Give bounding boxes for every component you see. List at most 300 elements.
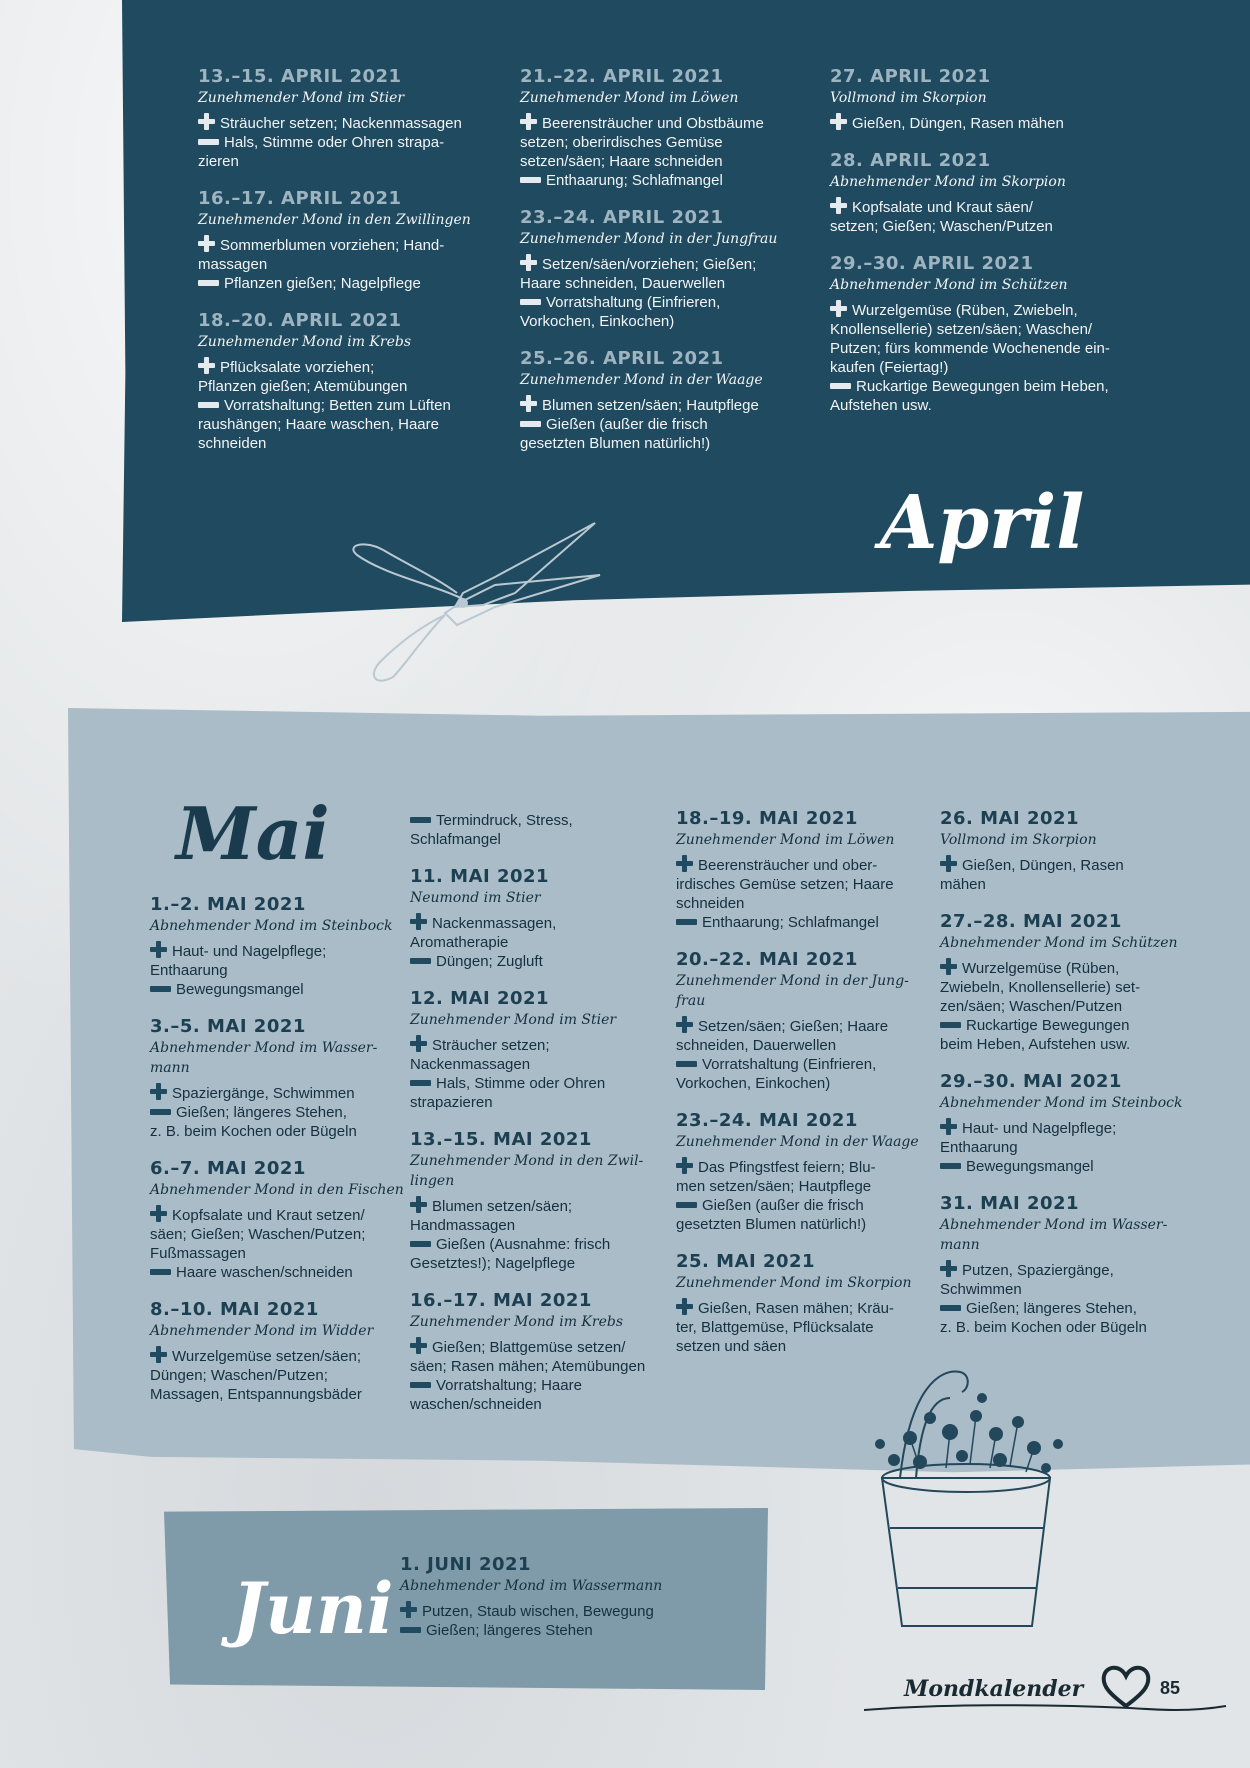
favorable-line [150, 941, 410, 960]
favorable-line [940, 855, 1200, 874]
entry-date: 27. APRIL 2021 [830, 66, 991, 87]
favorable-text: irdisches Gemüse setzen; Haare [676, 876, 894, 893]
unfavorable-line [400, 1622, 760, 1639]
calendar-entry [198, 66, 498, 170]
unfavorable-line [520, 416, 820, 433]
moon-phase: Abnehmender Mond im Widder [150, 1323, 374, 1339]
calendar-entry [150, 894, 410, 998]
plus-icon [940, 1118, 957, 1135]
entry-date: 13.–15. MAI 2021 [410, 1129, 592, 1150]
plus-icon [150, 941, 167, 958]
favorable-text: Knollensellerie) setzen/säen; Waschen/ [830, 321, 1093, 338]
favorable-line [410, 934, 670, 951]
favorable-line [150, 1386, 410, 1403]
moon-phase: Zunehmender Mond im Skorpion [676, 1275, 912, 1291]
favorable-line [676, 855, 936, 874]
favorable-text: Beerensträucher und ober- [698, 857, 878, 874]
entry-date: 16.–17. APRIL 2021 [198, 188, 402, 209]
unfavorable-text: Vorratshaltung (Einfrieren, [702, 1056, 877, 1073]
favorable-text: säen; Rasen mähen; Atemübungen [410, 1358, 646, 1375]
favorable-line [410, 1035, 670, 1054]
favorable-text: Gießen, Düngen, Rasen mähen [852, 115, 1064, 132]
unfavorable-text: Bewegungsmangel [966, 1158, 1094, 1175]
entry-date: 29.–30. MAI 2021 [940, 1071, 1122, 1092]
favorable-text: zen/säen; Waschen/Putzen [940, 998, 1123, 1015]
unfavorable-text: Hals, Stimme oder Ohren strapa- [224, 134, 445, 151]
unfavorable-line [410, 831, 670, 848]
calendar-entry [410, 1129, 670, 1272]
favorable-text: Kopfsalate und Kraut säen/ [852, 199, 1033, 216]
plus-icon [520, 254, 537, 271]
unfavorable-line [410, 1377, 670, 1394]
favorable-line [676, 1157, 936, 1176]
favorable-text: Haut- und Nagelpflege; [172, 943, 327, 960]
favorable-line [676, 1178, 936, 1195]
favorable-line [830, 113, 1150, 132]
moon-phase: Zunehmender Mond im Stier [410, 1012, 617, 1028]
april-title: April [880, 480, 1085, 566]
calendar-entry [520, 66, 820, 189]
favorable-text: Putzen; fürs kommende Wochenende ein- [830, 340, 1110, 357]
minus-icon [410, 1241, 431, 1247]
moon-phase: Zunehmender Mond in der Waage [676, 1134, 919, 1150]
entry-date: 16.–17. MAI 2021 [410, 1290, 592, 1311]
favorable-line [410, 1056, 670, 1073]
favorable-line [676, 1016, 936, 1035]
entry-date: 12. MAI 2021 [410, 988, 550, 1009]
favorable-line [520, 113, 820, 132]
unfavorable-line [676, 1216, 936, 1233]
favorable-text: Fußmassagen [150, 1245, 246, 1262]
unfavorable-text: Gießen (außer die frisch [546, 416, 708, 433]
calendar-entry [830, 66, 1150, 132]
entry-date: 25. MAI 2021 [676, 1251, 816, 1272]
moon-phase: Abnehmender Mond im Wasser- [940, 1217, 1168, 1233]
heart-icon [1100, 1662, 1152, 1712]
favorable-text: Wurzelgemüse (Rüben, Zwiebeln, [852, 302, 1078, 319]
unfavorable-text: Gießen (Ausnahme: frisch [436, 1236, 611, 1253]
favorable-line [520, 275, 820, 292]
favorable-text: Düngen; Waschen/Putzen; [150, 1367, 328, 1384]
unfavorable-text: Vorkochen, Einkochen) [520, 313, 675, 330]
unfavorable-line [410, 1236, 670, 1253]
page-footer [860, 1660, 1230, 1720]
favorable-text: Gießen, Rasen mähen; Kräu- [698, 1300, 894, 1317]
unfavorable-text: Ruckartige Bewegungen [966, 1017, 1130, 1034]
plus-icon [676, 1298, 693, 1315]
unfavorable-line [410, 1094, 670, 1111]
entry-date: 28. APRIL 2021 [830, 150, 991, 171]
minus-icon [830, 383, 851, 389]
unfavorable-line [410, 1396, 670, 1413]
unfavorable-line [198, 435, 498, 452]
favorable-text: Sträucher setzen; Nackenmassagen [220, 115, 462, 132]
calendar-entry [676, 1251, 936, 1355]
unfavorable-line [410, 953, 670, 970]
favorable-line [830, 340, 1150, 357]
entry-date: 23.–24. MAI 2021 [676, 1110, 858, 1131]
unfavorable-line [940, 1017, 1200, 1034]
moon-phase: Abnehmender Mond in den Fischen [150, 1182, 404, 1198]
april-column-2 [520, 66, 820, 470]
favorable-text: kaufen (Feiertag!) [830, 359, 949, 376]
unfavorable-line [198, 134, 498, 151]
favorable-line [150, 1205, 410, 1224]
favorable-text: Wurzelgemüse setzen/säen; [172, 1348, 361, 1365]
unfavorable-text: Gießen; längeres Stehen, [966, 1300, 1137, 1317]
favorable-line [940, 998, 1200, 1015]
juni-title: Juni [232, 1567, 394, 1650]
calendar-entry [410, 866, 670, 970]
unfavorable-line [830, 397, 1150, 414]
favorable-line [410, 1337, 670, 1356]
favorable-text: Enthaarung [940, 1139, 1018, 1156]
calendar-entry [676, 949, 936, 1092]
minus-icon [150, 1109, 171, 1115]
unfavorable-line [520, 435, 820, 452]
minus-icon [520, 177, 541, 183]
favorable-line [830, 218, 1150, 235]
moon-phase: Abnehmender Mond im Steinbock [940, 1095, 1183, 1111]
entry-date: 29.–30. APRIL 2021 [830, 253, 1034, 274]
moon-phase: Zunehmender Mond im Löwen [676, 832, 895, 848]
minus-icon [940, 1022, 961, 1028]
plus-icon [940, 855, 957, 872]
favorable-line [676, 1298, 936, 1317]
favorable-text: setzen; Gießen; Waschen/Putzen [830, 218, 1053, 235]
unfavorable-text: Ruckartige Bewegungen beim Heben, [856, 378, 1109, 395]
favorable-line [198, 357, 498, 376]
minus-icon [150, 986, 171, 992]
favorable-text: Kopfsalate und Kraut setzen/ [172, 1207, 365, 1224]
minus-icon [520, 421, 541, 427]
moon-phase: Abnehmender Mond im Wasser- [150, 1040, 378, 1056]
unfavorable-line [520, 172, 820, 189]
unfavorable-text: Termindruck, Stress, [436, 812, 573, 829]
minus-icon [198, 280, 219, 286]
plus-icon [198, 113, 215, 130]
favorable-line [150, 1245, 410, 1262]
plus-icon [676, 1016, 693, 1033]
favorable-line [520, 395, 820, 414]
plus-icon [676, 1157, 693, 1174]
favorable-text: Beerensträucher und Obstbäume [542, 115, 764, 132]
moon-phase-continued: frau [676, 993, 706, 1009]
unfavorable-text: Hals, Stimme oder Ohren [436, 1075, 606, 1092]
unfavorable-line [676, 1197, 936, 1214]
minus-icon [410, 1080, 431, 1086]
favorable-text: Sommerblumen vorziehen; Hand- [220, 237, 445, 254]
unfavorable-line [198, 275, 498, 292]
unfavorable-text: z. B. beim Kochen oder Bügeln [150, 1123, 357, 1140]
calendar-entry [150, 1158, 410, 1281]
entry-date: 11. MAI 2021 [410, 866, 550, 887]
entry-date: 25.–26. APRIL 2021 [520, 348, 724, 369]
unfavorable-text: Düngen; Zugluft [436, 953, 543, 970]
plus-icon [940, 958, 957, 975]
favorable-text: mähen [940, 876, 986, 893]
unfavorable-line [940, 1300, 1200, 1317]
favorable-text: Setzen/säen; Gießen; Haare [698, 1018, 889, 1035]
unfavorable-text: raushängen; Haare waschen, Haare [198, 416, 439, 433]
moon-phase-continued: lingen [410, 1173, 455, 1189]
favorable-line [940, 958, 1200, 977]
unfavorable-line [830, 378, 1150, 395]
favorable-text: Wurzelgemüse (Rüben, [962, 960, 1120, 977]
favorable-line [940, 1281, 1200, 1298]
favorable-text: men setzen/säen; Hautpflege [676, 1178, 872, 1195]
favorable-line [198, 378, 498, 395]
unfavorable-text: strapazieren [410, 1094, 493, 1111]
favorable-text: Zwiebeln, Knollensellerie) set- [940, 979, 1141, 996]
favorable-line [676, 1338, 936, 1355]
moon-phase: Zunehmender Mond in den Zwil- [410, 1153, 644, 1169]
favorable-line [830, 197, 1150, 216]
moon-phase: Zunehmender Mond in der Jung- [676, 973, 909, 989]
mai-column-1 [150, 894, 410, 1421]
favorable-line [940, 1260, 1200, 1279]
favorable-line [150, 1083, 410, 1102]
entry-date: 18.–19. MAI 2021 [676, 808, 858, 829]
unfavorable-line [410, 812, 670, 829]
favorable-text: Putzen, Spaziergänge, [962, 1262, 1114, 1279]
entry-date: 26. MAI 2021 [940, 808, 1080, 829]
calendar-entry [830, 150, 1150, 235]
plus-icon [410, 913, 427, 930]
calendar-entry [940, 808, 1200, 893]
unfavorable-line [198, 397, 498, 414]
calendar-entry [410, 1290, 670, 1413]
mai-column-4 [940, 808, 1200, 1354]
minus-icon [410, 958, 431, 964]
favorable-text: Setzen/säen/vorziehen; Gießen; [542, 256, 757, 273]
moon-phase: Zunehmender Mond in der Jungfrau [520, 231, 778, 247]
plus-icon [830, 113, 847, 130]
mai-column-2 [410, 812, 670, 1431]
unfavorable-text: Gesetztes!); Nagelpflege [410, 1255, 576, 1272]
calendar-entry [940, 1071, 1200, 1175]
unfavorable-text: beim Heben, Aufstehen usw. [940, 1036, 1131, 1053]
moon-phase: Vollmond im Skorpion [940, 832, 1097, 848]
plus-icon [150, 1083, 167, 1100]
unfavorable-line [150, 981, 410, 998]
minus-icon [676, 1202, 697, 1208]
minus-icon [940, 1305, 961, 1311]
entry-date: 18.–20. APRIL 2021 [198, 310, 402, 331]
unfavorable-text: Gießen; längeres Stehen [426, 1622, 593, 1639]
minus-icon [198, 139, 219, 145]
unfavorable-line [676, 1075, 936, 1092]
moon-phase: Zunehmender Mond in den Zwillingen [198, 212, 471, 228]
favorable-text: ter, Blattgemüse, Pflücksalate [676, 1319, 874, 1336]
favorable-line [150, 1367, 410, 1384]
favorable-text: Sträucher setzen; [432, 1037, 550, 1054]
minus-icon [520, 299, 541, 305]
favorable-text: Massagen, Entspannungsbäder [150, 1386, 362, 1403]
unfavorable-line [198, 416, 498, 433]
calendar-entry [198, 188, 498, 292]
plus-icon [520, 113, 537, 130]
favorable-line [520, 134, 820, 151]
entry-date: 13.–15. APRIL 2021 [198, 66, 402, 87]
juni-column [400, 1554, 760, 1657]
favorable-line [676, 895, 936, 912]
unfavorable-text: Enthaarung; Schlafmangel [546, 172, 723, 189]
unfavorable-text: Vorratshaltung (Einfrieren, [546, 294, 721, 311]
footer-brand: Mondkalender [904, 1676, 1084, 1702]
favorable-text: Haut- und Nagelpflege; [962, 1120, 1117, 1137]
calendar-entry [410, 988, 670, 1111]
mai-title: Mai [176, 791, 330, 876]
entry-date: 21.–22. APRIL 2021 [520, 66, 724, 87]
favorable-line [198, 235, 498, 254]
minus-icon [410, 1382, 431, 1388]
favorable-text: Handmassagen [410, 1217, 516, 1234]
favorable-line [198, 113, 498, 132]
favorable-line [676, 876, 936, 893]
plus-icon [198, 357, 215, 374]
plus-icon [830, 300, 847, 317]
favorable-text: massagen [198, 256, 268, 273]
plus-icon [198, 235, 215, 252]
unfavorable-line [198, 153, 498, 170]
plus-icon [400, 1601, 417, 1618]
calendar-entry [150, 1016, 410, 1140]
favorable-text: Enthaarung [150, 962, 228, 979]
entry-date: 3.–5. MAI 2021 [150, 1016, 306, 1037]
favorable-line [410, 1196, 670, 1215]
entry-date: 8.–10. MAI 2021 [150, 1299, 319, 1320]
minus-icon [676, 1061, 697, 1067]
calendar-entry [676, 808, 936, 931]
favorable-text: setzen und säen [676, 1338, 787, 1355]
moon-phase: Zunehmender Mond im Löwen [520, 90, 739, 106]
unfavorable-line [410, 1255, 670, 1272]
unfavorable-text: z. B. beim Kochen oder Bügeln [940, 1319, 1147, 1336]
favorable-line [400, 1601, 760, 1620]
favorable-text: Pflücksalate vorziehen; [220, 359, 375, 376]
unfavorable-text: Gießen; längeres Stehen, [176, 1104, 347, 1121]
unfavorable-line [940, 1158, 1200, 1175]
entry-date: 6.–7. MAI 2021 [150, 1158, 306, 1179]
unfavorable-text: Vorratshaltung; Betten zum Lüften [224, 397, 451, 414]
unfavorable-text: Bewegungsmangel [176, 981, 304, 998]
favorable-line [410, 1358, 670, 1375]
unfavorable-text: gesetzten Blumen natürlich!) [676, 1216, 867, 1233]
favorable-text: Blumen setzen/säen; Hautpflege [542, 397, 759, 414]
unfavorable-text: zieren [198, 153, 239, 170]
entry-date: 20.–22. MAI 2021 [676, 949, 858, 970]
favorable-text: Blumen setzen/säen; [432, 1198, 573, 1215]
favorable-text: schneiden [676, 895, 745, 912]
moon-phase: Neumond im Stier [410, 890, 541, 906]
plus-icon [150, 1205, 167, 1222]
moon-phase: Abnehmender Mond im Schützen [940, 935, 1178, 951]
moon-phase: Zunehmender Mond im Krebs [198, 334, 412, 350]
unfavorable-text: Schlafmangel [410, 831, 501, 848]
april-column-1 [198, 66, 498, 470]
unfavorable-text: Gießen (außer die frisch [702, 1197, 864, 1214]
plus-icon [150, 1346, 167, 1363]
favorable-line [830, 321, 1150, 338]
unfavorable-text: Pflanzen gießen; Nagelpflege [224, 275, 421, 292]
favorable-text: Gießen, Düngen, Rasen [962, 857, 1124, 874]
favorable-text: Nackenmassagen [410, 1056, 531, 1073]
unfavorable-line [520, 313, 820, 330]
favorable-line [520, 153, 820, 170]
favorable-line [676, 1037, 936, 1054]
favorable-line [198, 256, 498, 273]
favorable-text: Putzen, Staub wischen, Bewegung [422, 1603, 654, 1620]
favorable-line [410, 1217, 670, 1234]
unfavorable-text: gesetzten Blumen natürlich!) [520, 435, 711, 452]
moon-phase: Abnehmender Mond im Steinbock [150, 918, 393, 934]
favorable-line [150, 962, 410, 979]
favorable-line [830, 359, 1150, 376]
calendar-entry [400, 1554, 760, 1639]
calendar-entry [830, 253, 1150, 414]
moon-phase: Zunehmender Mond in der Waage [520, 372, 763, 388]
favorable-text: säen; Gießen; Waschen/Putzen; [150, 1226, 366, 1243]
favorable-line [940, 876, 1200, 893]
plus-icon [410, 1035, 427, 1052]
calendar-entry [940, 911, 1200, 1053]
minus-icon [150, 1269, 171, 1275]
favorable-line [150, 1226, 410, 1243]
unfavorable-text: Aufstehen usw. [830, 397, 932, 414]
favorable-text: setzen/säen; Haare schneiden [520, 153, 723, 170]
entry-date: 27.–28. MAI 2021 [940, 911, 1122, 932]
favorable-line [940, 1139, 1200, 1156]
flower-bucket-illustration [850, 1368, 1090, 1638]
favorable-line [520, 254, 820, 273]
favorable-line [676, 1319, 936, 1336]
moon-phase: Vollmond im Skorpion [830, 90, 987, 106]
unfavorable-line [520, 294, 820, 311]
unfavorable-line [150, 1104, 410, 1121]
calendar-entry [520, 207, 820, 330]
calendar-entry [150, 1299, 410, 1403]
favorable-text: Das Pfingstfest feiern; Blu- [698, 1159, 876, 1176]
entry-date: 1. JUNI 2021 [400, 1554, 532, 1575]
favorable-line [410, 913, 670, 932]
plus-icon [410, 1196, 427, 1213]
moon-phase-continued: mann [940, 1237, 980, 1253]
unfavorable-line [150, 1264, 410, 1281]
entry-date: 23.–24. APRIL 2021 [520, 207, 724, 228]
moon-phase: Zunehmender Mond im Krebs [410, 1314, 624, 1330]
plus-icon [410, 1337, 427, 1354]
favorable-line [940, 979, 1200, 996]
minus-icon [198, 402, 219, 408]
unfavorable-text: Vorratshaltung; Haare [436, 1377, 582, 1394]
page-number: 85 [1160, 1678, 1181, 1698]
unfavorable-text: waschen/schneiden [410, 1396, 542, 1413]
calendar-entry [940, 1193, 1200, 1336]
unfavorable-line [676, 914, 936, 931]
favorable-text: setzen; oberirdisches Gemüse [520, 134, 723, 151]
minus-icon [410, 817, 431, 823]
favorable-text: Pflanzen gießen; Atemübungen [198, 378, 408, 395]
moon-phase: Zunehmender Mond im Stier [198, 90, 405, 106]
favorable-line [940, 1118, 1200, 1137]
moon-phase-continued: mann [150, 1060, 190, 1076]
plus-icon [830, 197, 847, 214]
favorable-text: Gießen; Blattgemüse setzen/ [432, 1339, 626, 1356]
minus-icon [940, 1163, 961, 1169]
favorable-text: Schwimmen [940, 1281, 1022, 1298]
favorable-text: Nackenmassagen, [432, 915, 557, 932]
